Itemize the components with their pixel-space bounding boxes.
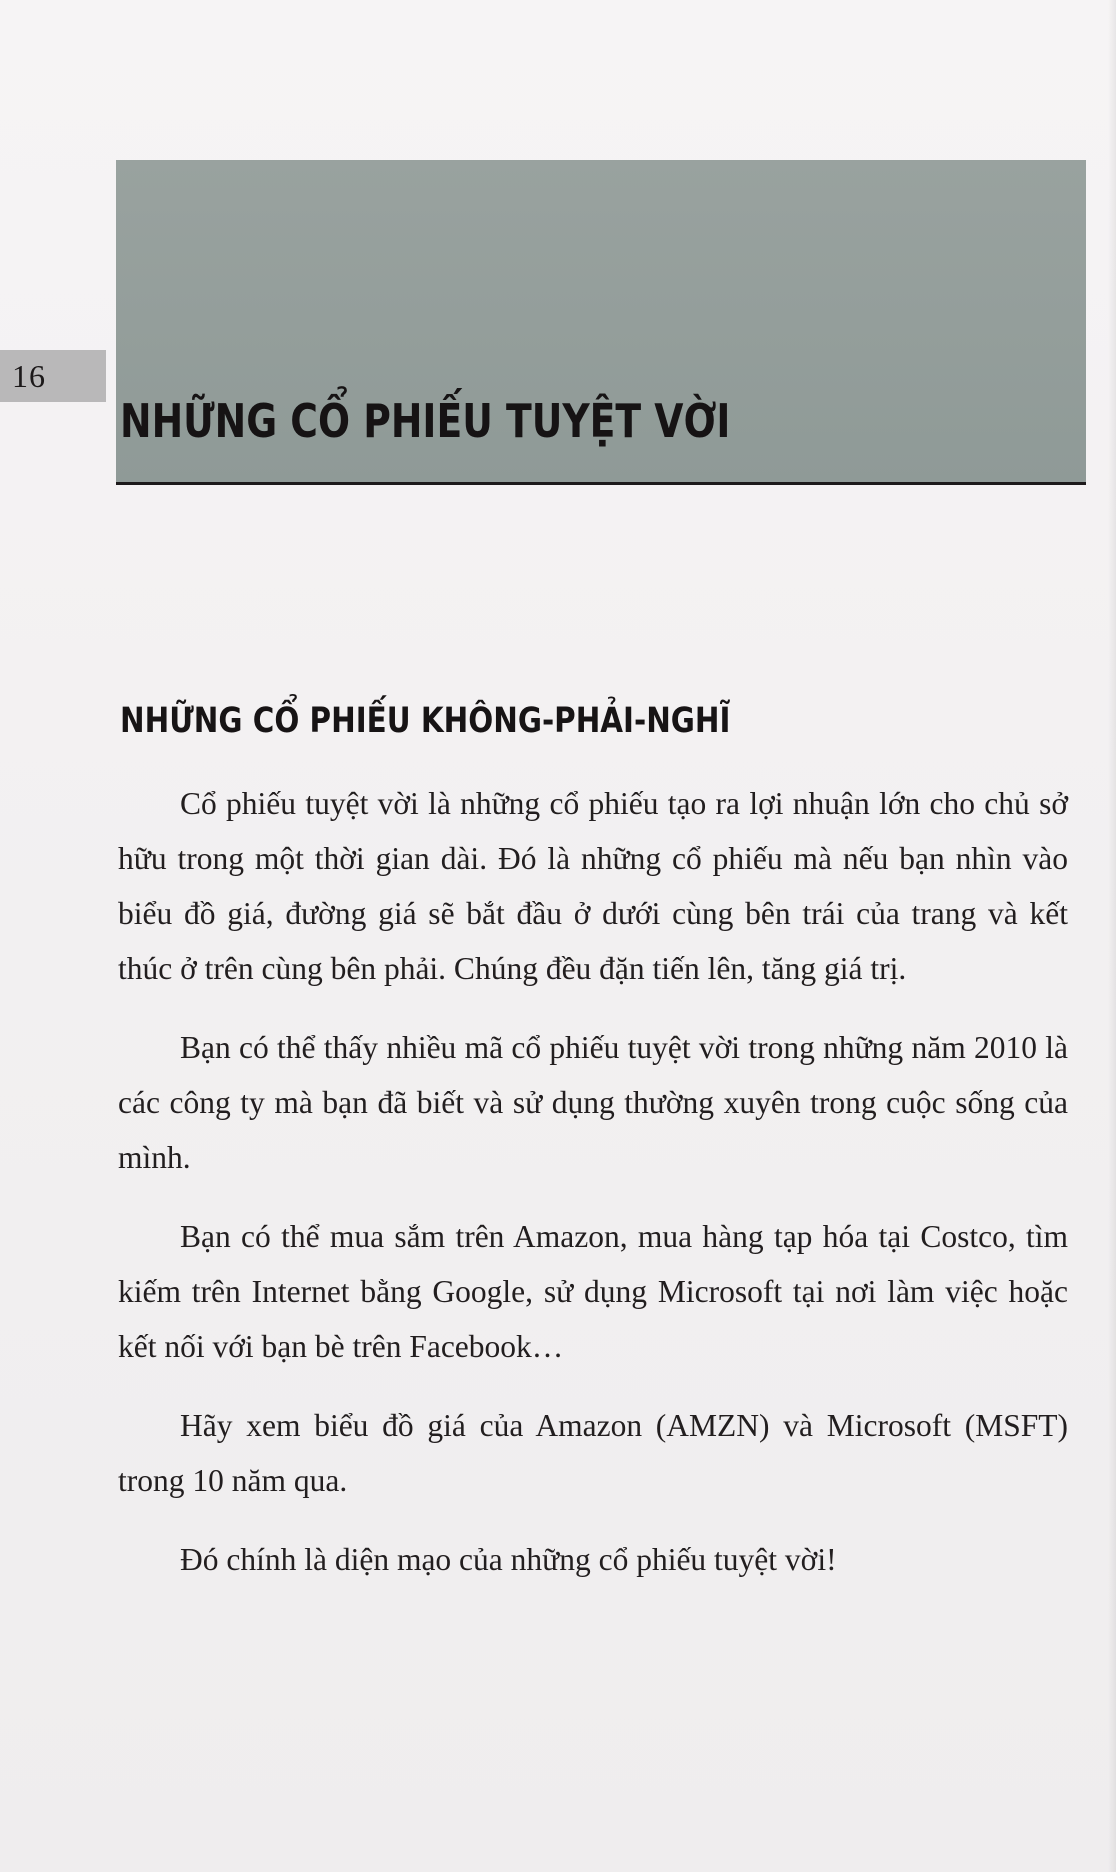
paragraph: Bạn có thể thấy nhiều mã cổ phiếu tuyệt vời trong những năm 2010 là các công ty mà bạn đã biết và sử dụng thường xuyên trong cuộc sống của mình. (118, 1030, 1068, 1175)
page-number: 16 (12, 357, 46, 394)
chapter-underline (116, 482, 1086, 485)
paragraph: Hãy xem biểu đồ giá của Amazon (AMZN) và Microsoft (MSFT) trong 10 năm qua. (118, 1408, 1068, 1498)
page-number-tab (0, 350, 106, 402)
paragraph: Cổ phiếu tuyệt vời là những cổ phiếu tạo ra lợi nhuận lớn cho chủ sở hữu trong một thời gian dài. Đó là những cổ phiếu mà nếu bạn nhìn vào biểu đồ giá, đường giá sẽ bắt đầu ở dưới cùng bên trái của trang và kết thúc ở trên cùng bên phải. Chúng đều đặn tiến lên, tăng giá trị. (118, 786, 1068, 986)
body-text (118, 776, 1068, 1611)
paragraph: Bạn có thể mua sắm trên Amazon, mua hàng tạp hóa tại Costco, tìm kiếm trên Internet bằng Google, sử dụng Microsoft tại nơi làm việc hoặc kết nối với bạn bè trên Facebook… (118, 1219, 1068, 1364)
page-edge-shadow (1108, 0, 1116, 1872)
section-title: NHỮNG CỔ PHIẾU KHÔNG-PHẢI-NGHĨ (120, 701, 731, 741)
chapter-title: NHỮNG CỔ PHIẾU TUYỆT VỜI (120, 394, 731, 448)
paragraph: Đó chính là diện mạo của những cổ phiếu tuyệt vời! (180, 1542, 837, 1577)
